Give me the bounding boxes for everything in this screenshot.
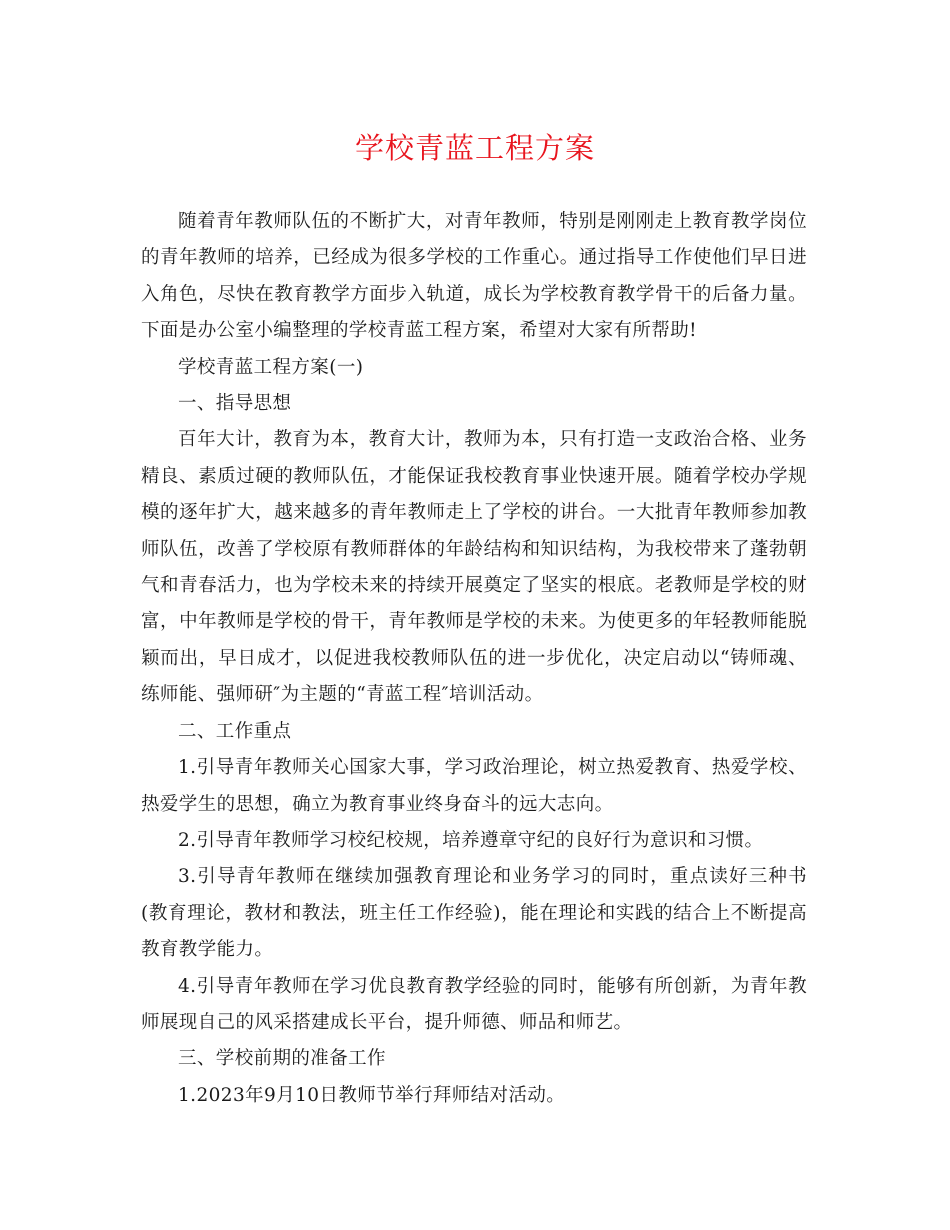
section-heading: 三、学校前期的准备工作 <box>178 1048 386 1070</box>
section-heading: 学校青蓝工程方案(一) <box>178 356 364 378</box>
list-item: 4.引导青年教师在学习优良教育教学经验的同时，能够有所创新，为青年教师展现自己的风采搭建成长平台，提升师德、师品和师艺。 <box>141 975 807 1033</box>
list-item: 1.引导青年教师关心国家大事，学习政治理论，树立热爱教育、热爱学校、热爱学生的思想，确立为教育事业终身奋斗的远大志向。 <box>141 757 807 815</box>
document-title: 学校青蓝工程方案 <box>354 131 595 165</box>
list-item: 1.2023年9月10日教师节举行拜师结对活动。 <box>178 1084 566 1106</box>
section-heading: 一、指导思想 <box>178 393 292 415</box>
section-heading: 二、工作重点 <box>178 720 292 742</box>
body-paragraph: 百年大计，教育为本，教育大计，教师为本，只有打造一支政治合格、业务精良、素质过硬的教师队伍，才能保证我校教育事业快速开展。随着学校办学规模的逐年扩大，越来越多的青年教师走上了学校的讲台。一大批青年教师参加教师队伍，改善了学校原有教师群体的年龄结构和知识结构，为我校带来了蓬勃朝气和青春活力，也为学校未来的持续开展奠定了坚实的根底。老教师是学校的财富，中年教师是学校的骨干，青年教师是学校的未来。为使更多的年轻教师能脱颖而出，早日成才，以促进我校教师队伍的进一步优化，决定启动以“铸师魂、练师能、强师研″为主题的“青蓝工程″培训活动。 <box>141 429 807 706</box>
list-item: 2.引导青年教师学习校纪校规，培养遵章守纪的良好行为意识和习惯。 <box>178 829 764 851</box>
document-body <box>141 204 807 1114</box>
intro-paragraph: 随着青年教师队伍的不断扩大，对青年教师，特别是刚刚走上教育教学岗位的青年教师的培养，已经成为很多学校的工作重心。通过指导工作使他们早日进入角色，尽快在教育教学方面步入轨道，成长为学校教育教学骨干的后备力量。下面是办公室小编整理的学校青蓝工程方案，希望对大家有所帮助! <box>141 211 807 342</box>
list-item: 3.引导青年教师在继续加强教育理论和业务学习的同时，重点读好三种书(教育理论，教材和教法，班主任工作经验)，能在理论和实践的结合上不断提高教育教学能力。 <box>141 866 807 961</box>
